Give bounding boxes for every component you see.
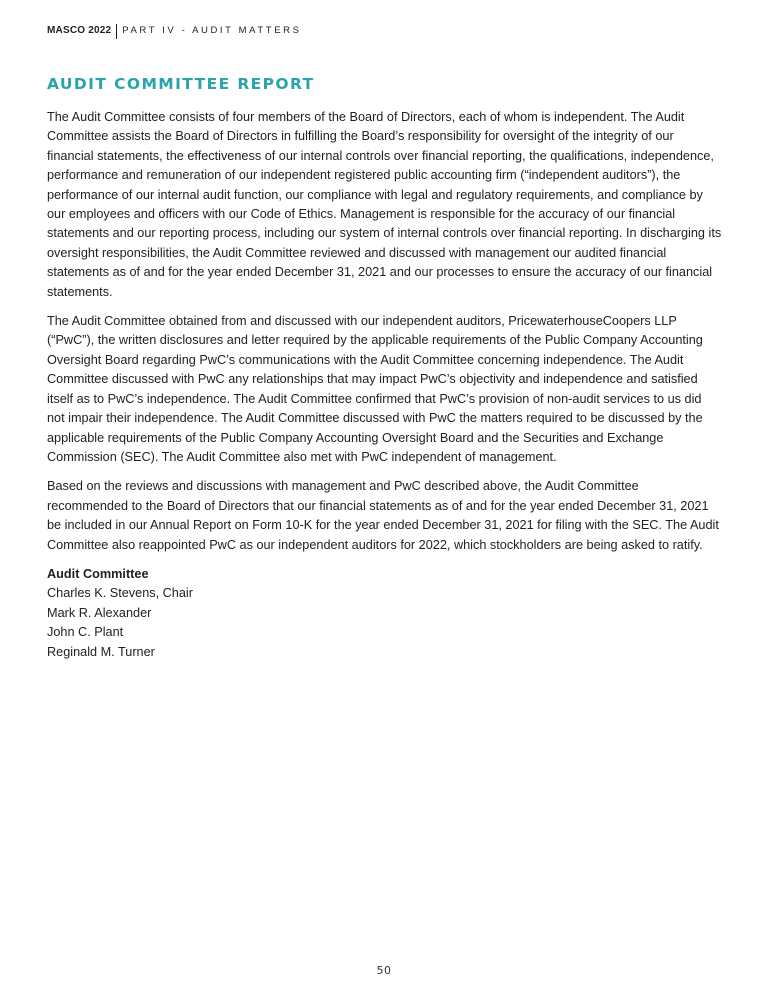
page-number: 50 — [376, 964, 392, 977]
paragraph-2: The Audit Committee obtained from and discussed with our independent auditors, PricewaterhouseCoopers LLP (“PwC”), the written disclosures and letter required by the applicable requirements of the Public Company Accounting Oversight Board regarding PwC’s communications with the Audit Committee concerning independence. The Audit Committee discussed with PwC any relationships that may impact PwC’s objectivity and independence and satisfied itself as to PwC’s independence. The Audit Committee confirmed that PwC’s provision of non-audit services to us did not impair their independence. The Audit Committee discussed with PwC the matters required to be discussed by the applicable requirements of the Public Company Accounting Oversight Board and the Securities and Exchange Commission (SEC). The Audit Committee also met with PwC independent of management. — [47, 314, 703, 464]
paragraph-1: The Audit Committee consists of four members of the Board of Directors, each of whom is independent. The Audit Committee assists the Board of Directors in fulfilling the Board’s responsibility for oversight of the integrity of our financial statements, the effectiveness of our internal controls over financial reporting, the qualifications, independence, performance and remuneration of our independent registered public accounting firm (“independent auditors”), the performance of our internal audit function, our compliance with legal and regulatory requirements, and compliance by our employees and officers with our Code of Ethics. Management is responsible for the accuracy of our financial statements and our reporting process, including our system of internal controls over financial reporting. In discharging its oversight responsibilities, the Audit Committee reviewed and discussed with management our audited financial statements as of and for the year ended December 31, 2021 and our processes to ensure the accuracy of our financial statements. — [47, 110, 722, 299]
header-section: PART IV - AUDIT MATTERS — [122, 25, 302, 36]
paragraph-3: Based on the reviews and discussions with management and PwC described above, the Audit Committee recommended to the Board of Directors that our financial statements as of and for the year ended December 31, 2021 be included in our Annual Report on Form 10-K for the year ended December 31, 2021 for filing with the SEC. The Audit Committee also reappointed PwC as our independent auditors for 2022, which stockholders are being asked to ratify. — [47, 479, 719, 552]
running-header — [47, 24, 302, 38]
signature-member: Reginald M. Turner — [47, 644, 155, 659]
signature-heading: Audit Committee — [47, 566, 149, 581]
report-body — [47, 108, 722, 662]
header-divider — [116, 24, 117, 39]
signature-member: John C. Plant — [47, 625, 124, 640]
page-title: AUDIT COMMITTEE REPORT — [47, 75, 315, 93]
signature-block — [47, 565, 722, 662]
signature-member: Mark R. Alexander — [47, 605, 152, 620]
signature-member: Charles K. Stevens, Chair — [47, 586, 193, 601]
header-company: MASCO 2022 — [47, 25, 112, 36]
